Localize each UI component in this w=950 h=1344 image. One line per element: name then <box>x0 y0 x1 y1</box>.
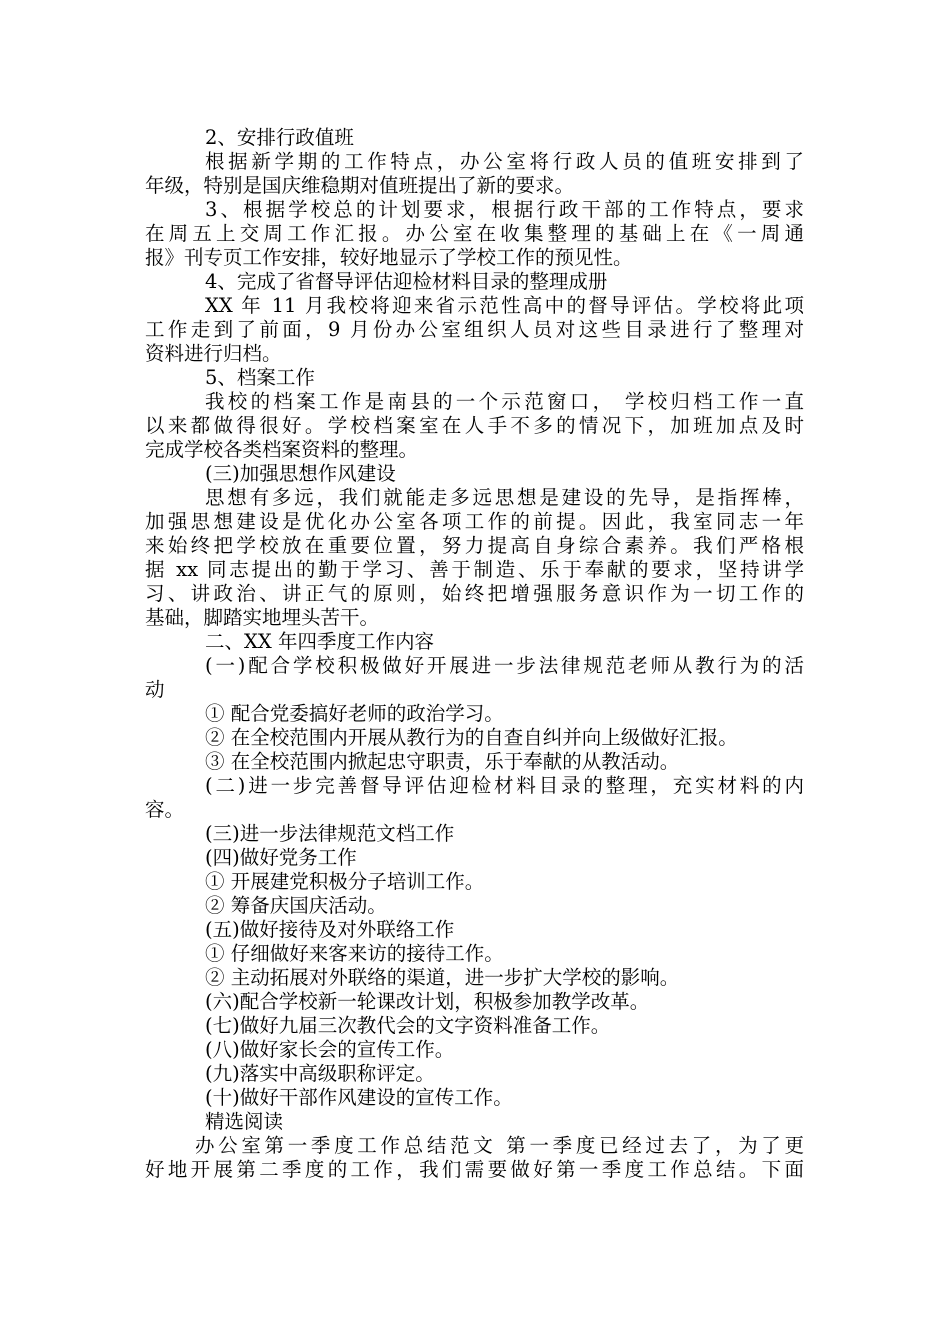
list-item: (五)做好接待及对外联络工作 <box>205 918 455 941</box>
list-item: ① 配合党委搞好老师的政治学习。 <box>205 702 504 725</box>
section-heading-q4: 二、XX 年四季度工作内容 <box>205 630 434 653</box>
list-item: ③ 在全校范围内掀起忠守职责，乐于奉献的从教活动。 <box>205 750 680 773</box>
paragraph-line: 我校的档案工作是南县的一个示范窗口， 学校归档工作一直 <box>205 390 804 413</box>
heading-featured-reading: 精选阅读 <box>205 1110 284 1133</box>
list-item: (三)进一步法律规范文档工作 <box>205 822 455 845</box>
list-item: 动 <box>145 678 165 701</box>
paragraph-line: 资料进行归档。 <box>145 342 282 365</box>
list-item: ② 在全校范围内开展从教行为的自查自纠并向上级做好汇报。 <box>205 726 738 749</box>
paragraph-line: 在周五上交周工作汇报。办公室在收集整理的基础上在《一周通 <box>145 222 804 245</box>
heading-inspection-materials: 4、完成了省督导评估迎检材料目录的整理成册 <box>205 270 608 293</box>
paragraph-line: 基础，脚踏实地埋头苦干。 <box>145 606 380 629</box>
paragraph-line: 办公室第一季度工作总结范文 第一季度已经过去了，为了更 <box>195 1134 804 1157</box>
heading-duty-schedule: 2、安排行政值班 <box>205 126 354 149</box>
list-item: (十)做好干部作风建设的宣传工作。 <box>205 1086 513 1109</box>
paragraph-line: 思想有多远，我们就能走多远思想是建设的先导，是指挥棒， <box>205 486 804 509</box>
list-item: (一)配合学校积极做好开展进一步法律规范老师从教行为的活 <box>205 654 804 677</box>
paragraph-line: 据 xx 同志提出的勤于学习、善于制造、乐于奉献的要求，坚持讲学 <box>145 558 804 581</box>
paragraph-line: 根据新学期的工作特点，办公室将行政人员的值班安排到了 <box>205 150 804 173</box>
paragraph-line: 以来都做得很好。学校档案室在人手不多的情况下，加班加点及时 <box>145 414 804 437</box>
paragraph-line: 加强思想建设是优化办公室各项工作的前提。因此，我室同志一年 <box>145 510 804 533</box>
paragraph-line: 报》刊专页工作安排，较好地显示了学校工作的预见性。 <box>145 246 633 269</box>
paragraph-line: 来始终把学校放在重要位置，努力提高自身综合素养。我们严格根 <box>145 534 804 557</box>
paragraph-line: 年级，特别是国庆维稳期对值班提出了新的要求。 <box>145 174 575 197</box>
heading-archives: 5、档案工作 <box>205 366 315 389</box>
list-item: (七)做好九届三次教代会的文字资料准备工作。 <box>205 1014 611 1037</box>
paragraph-line: 3、根据学校总的计划要求，根据行政干部的工作特点，要求 <box>205 198 804 221</box>
paragraph-line: 好地开展第二季度的工作，我们需要做好第一季度工作总结。下面 <box>145 1158 804 1181</box>
list-item: ② 筹备庆国庆活动。 <box>205 894 387 917</box>
paragraph-line: 习、讲政治、讲正气的原则，始终把增强服务意识作为一切工作的 <box>145 582 804 605</box>
list-item: (八)做好家长会的宣传工作。 <box>205 1038 455 1061</box>
paragraph-line: XX 年 11 月我校将迎来省示范性高中的督导评估。学校将此项 <box>205 294 804 317</box>
list-item: (四)做好党务工作 <box>205 846 357 869</box>
list-item: 容。 <box>145 798 185 821</box>
list-item: (二)进一步完善督导评估迎检材料目录的整理，充实材料的内 <box>205 774 804 797</box>
list-item: ① 仔细做好来客来访的接待工作。 <box>205 942 504 965</box>
paragraph-line: 工作走到了前面，9 月份办公室组织人员对这些目录进行了整理对 <box>145 318 804 341</box>
list-item: ② 主动拓展对外联络的渠道，进一步扩大学校的影响。 <box>205 966 680 989</box>
paragraph-line: 完成学校各类档案资料的整理。 <box>145 438 419 461</box>
list-item: (六)配合学校新一轮课改计划，积极参加教学改革。 <box>205 990 650 1013</box>
heading-ideology: (三)加强思想作风建设 <box>205 462 396 485</box>
list-item: (九)落实中高级职称评定。 <box>205 1062 435 1085</box>
list-item: ① 开展建党积极分子培训工作。 <box>205 870 485 893</box>
